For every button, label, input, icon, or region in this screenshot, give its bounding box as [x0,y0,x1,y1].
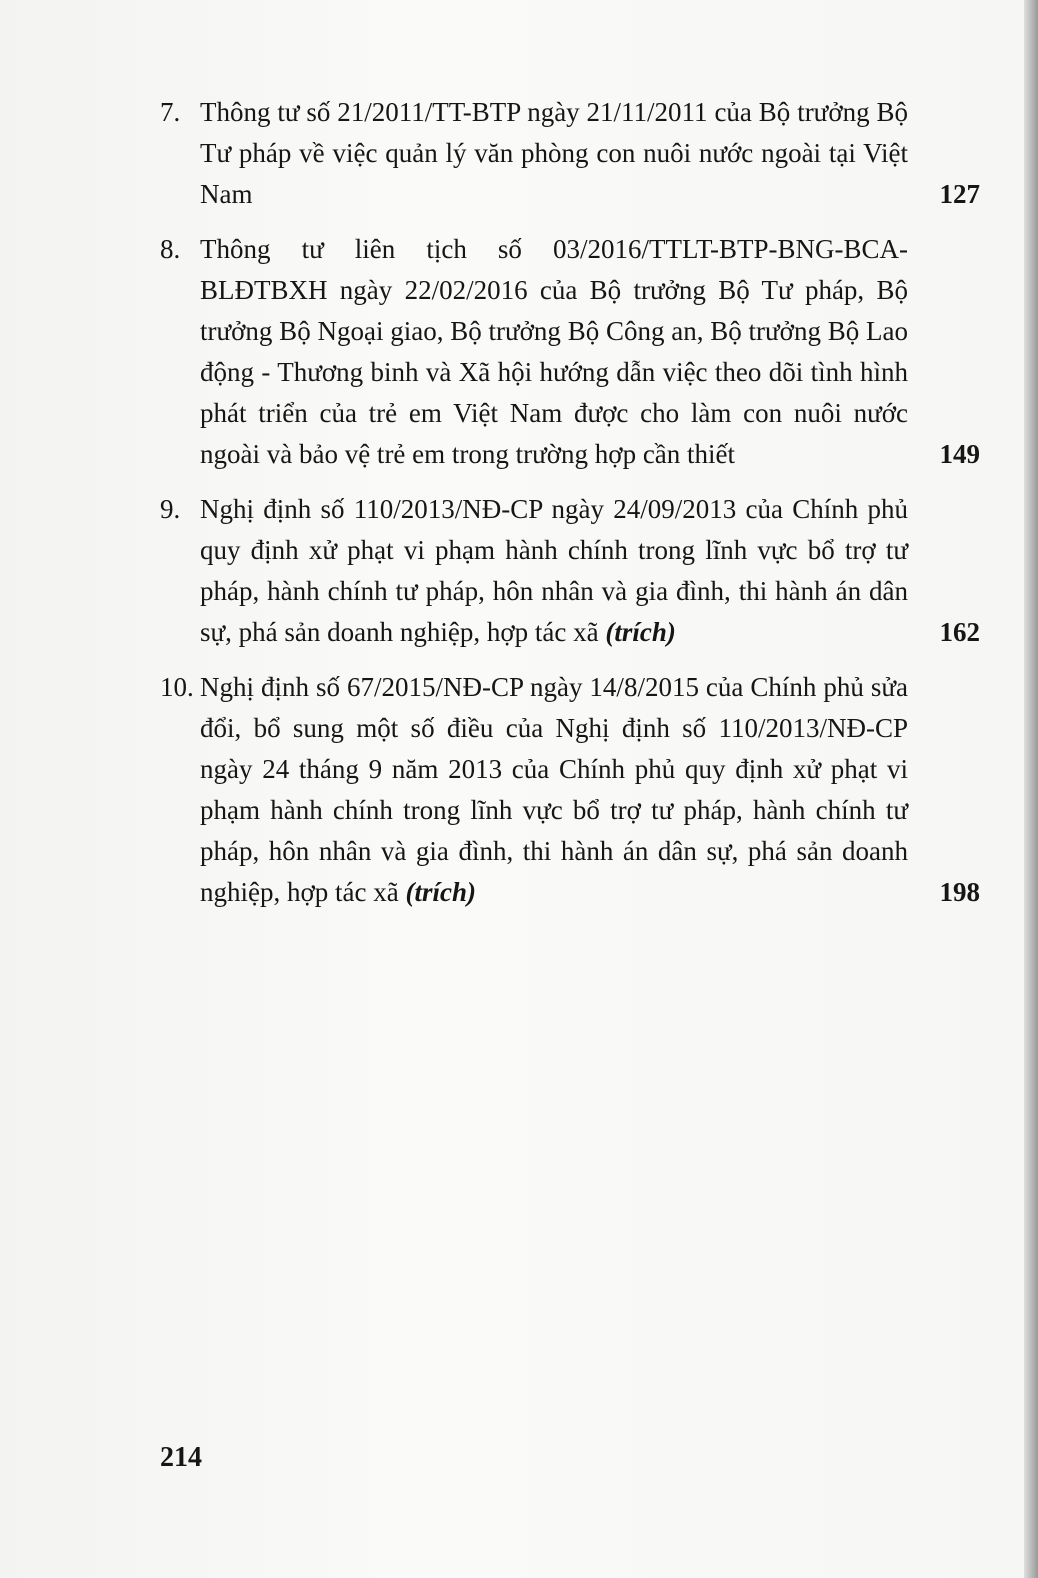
toc-entry-7 [160,92,980,215]
entry-title: Nghị định số 110/2013/NĐ-CP ngày 24/09/2013 của Chính phủ quy định xử phạt vi phạm hành chính trong lĩnh vực bổ trợ tư pháp, hành chính tư pháp, hôn nhân và gia đình, thi hành án dân sự, phá sản doanh nghiệp, hợp tác xã (trích) [200,494,908,647]
entry-page-number: 149 [939,439,980,469]
entry-number: 9. [160,494,181,524]
entry-page-number: 127 [939,179,980,209]
entry-number: 8. [160,234,181,264]
toc-entry-10 [160,667,980,913]
entry-title: Thông tư liên tịch số 03/2016/TTLT-BTP-BNG-BCA-BLĐTBXH ngày 22/02/2016 của Bộ trưởng Bộ Tư pháp, Bộ trưởng Bộ Ngoại giao, Bộ trưởng Bộ Công an, Bộ trưởng Bộ Lao động - Thương binh và Xã hội hướng dẫn việc theo dõi tình hình phát triển của trẻ em Việt Nam được cho làm con nuôi nước ngoài và bảo vệ trẻ em trong trường hợp cần thiết [200,234,908,469]
footer-page-number: 214 [160,1442,202,1473]
entry-page-number: 162 [939,617,980,647]
entry-emphasis: (trích) [405,877,476,907]
entry-number: 10. [160,672,194,702]
entry-page-number: 198 [939,877,980,907]
entry-title: Thông tư số 21/2011/TT-BTP ngày 21/11/2011 của Bộ trưởng Bộ Tư pháp về việc quản lý văn phòng con nuôi nước ngoài tại Việt Nam [200,97,908,209]
table-of-contents [160,92,980,927]
entry-number: 7. [160,97,181,127]
entry-title: Nghị định số 67/2015/NĐ-CP ngày 14/8/2015 của Chính phủ sửa đổi, bổ sung một số điều của Nghị định số 110/2013/NĐ-CP ngày 24 tháng 9 năm 2013 của Chính phủ quy định xử phạt vi phạm hành chính trong lĩnh vực bổ trợ tư pháp, hành chính tư pháp, hôn nhân và gia đình, thi hành án dân sự, phá sản doanh nghiệp, hợp tác xã (trích) [200,672,908,907]
toc-entry-9 [160,489,980,653]
page-edge-shadow [1024,0,1038,1578]
toc-entry-8 [160,229,980,475]
entry-emphasis: (trích) [605,617,676,647]
